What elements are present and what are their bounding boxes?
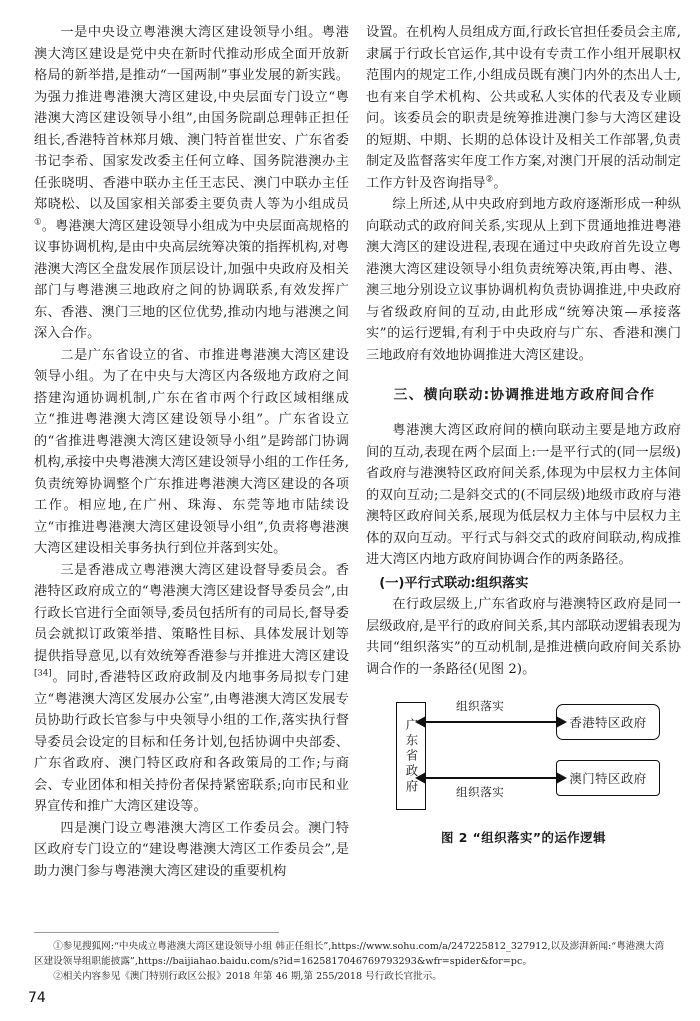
arrow-head-right-icon bbox=[556, 772, 567, 784]
footnote-reference-2[interactable]: ② bbox=[485, 174, 494, 185]
page-number: 74 bbox=[28, 990, 46, 1006]
diagram-arrow-top bbox=[426, 721, 556, 723]
figure-diagram bbox=[378, 696, 678, 814]
diagram-node-guangdong: 广东省政府 bbox=[396, 702, 426, 810]
left-column bbox=[34, 0, 349, 925]
paragraph-text: 一是中央设立粤港澳大湾区建设领导小组。粤港澳大湾区建设是党中央在新时代推动形成全面开放新格局的新举措,是推动“一国两制”事业发展的新实践。为强力推进粤港澳大湾区建设,中央层面专门设立“粤港澳大湾区建设领导小组”,由国务院副总理韩正担任组长,香港特首林郑月娥、澳门特首崔世安、广东省委书记李希、国家发改委主任何立峰、国务院港澳办主任张晓明、香港中联办主任王志民、澳门中联办主任郑晓松、以及国家相关部委主要负责人等为小组成员 bbox=[34, 25, 349, 212]
footnote-item: ①参见搜狐网:“中央成立粤港澳大湾区建设领导小组 韩正任组长”,https://www.sohu.com/a/247225812_327912,以及澎湃新闻:“粤港澳大湾区建设领导组职能披露”,https://baijiahao.baidu.com/s?id=1625817046769793293&wfr=spider&for=pc。 bbox=[34, 941, 665, 967]
footnote-separator-rule bbox=[34, 932, 279, 933]
diagram-edge-label-bottom: 组织落实 bbox=[456, 785, 505, 799]
paragraph: 综上所述,从中央政府到地方政府逐渐形成一种纵向联动式的政府间关系,实现从上到下贯通地推进粤港澳大湾区的建设进程,表现在通过中央政府首先设立粤港澳大湾区建设领导小组负责统筹决策,再由粤、港、澳三地分别设立议事协调机构负责协调推进,中央政府与省级政府间的互动,由此形成“统筹决策—承接落实”的运行逻辑,有利于中央政府与广东、香港和澳门三地政府有效地协调推进大湾区建设。 bbox=[366, 197, 681, 363]
arrow-head-right-icon bbox=[556, 716, 567, 728]
figure-2 bbox=[366, 696, 681, 846]
right-column bbox=[366, 0, 681, 925]
diagram-node-hongkong: 香港特区政府 bbox=[556, 704, 660, 740]
figure-caption: 图 2 “组织落实”的运作逻辑 bbox=[441, 830, 606, 845]
paragraph-text-cont: 粤港澳大湾区建设领导小组成为中央层面高规格的议事协调机构,是由中央高层统筹决策的指挥机构,对粤港澳大湾区全盘发展作顶层设计,加强中央政府及相关部门与粤港澳三地政府之间的协调联系,有效发挥广东、香港、澳门三地的区位优势,推动内地与港澳之间深入合作。 bbox=[34, 218, 349, 341]
diagram-arrow-bottom bbox=[426, 777, 556, 779]
paragraph: 四是澳门设立粤港澳大湾区工作委员会。澳门特区政府专门设立的“建设粤港澳大湾区工作委员会”,是助力澳门参与粤港澳大湾区建设的重要机构 bbox=[34, 820, 349, 879]
paragraph-text: 三是香港成立粤港澳大湾区建设督导委员会。香港特区政府成立的“粤港澳大湾区建设督导委员会”,由行政长官进行全面领导,委员包括所有的司局长,督导委员会就拟订政策举措、策略性目标、具体发展计划等提供指导意见,以有效统筹香港参与并推进大湾区建设 bbox=[34, 562, 349, 664]
paragraph: 三是香港成立粤港澳大湾区建设督导委员会。香港特区政府成立的“粤港澳大湾区建设督导委员会”,由行政长官进行全面领导,委员包括所有的司局长,督导委员会就拟订政策举措、策略性目标、具体发展计划等提供指导意见,以有效统筹香港参与并推进大湾区建设[34]。同时,香港特区政府政制及内地事务局拟专门建立“粤港澳大湾区发展办公室”,由粤港澳大湾区发展专员协助行政长官参与中央领导小组的工作,落实执行督导委员会设定的目标和任务计划,包括协调中央部委、广东省政府、澳门特区政府和各政策局的工作;与商会、专业团体和相关持份者保持紧密联系;向市民和业界宣传和推广大湾区建设等。 bbox=[34, 562, 349, 814]
paragraph: 设置。在机构人员组成方面,行政长官担任委员会主席,隶属于行政长官运作,其中设有专责工作小组开展职权范围内的规定工作,小组成员既有澳门内外的杰出人士,也有来自学术机构、公共或私人实体的代表及专业顾问。该委员会的职责是统筹推进澳门参与大湾区建设的短期、中期、长期的总体设计及相关工作部署,负责制定及监督落实年度工作方案,对澳门开展的活动制定工作方针及咨询指导②。 bbox=[366, 25, 681, 191]
citation-reference-34[interactable]: [34] bbox=[34, 668, 52, 679]
arrow-head-left-icon bbox=[415, 772, 426, 784]
section-heading: 三、横向联动:协调推进地方政府间合作 bbox=[393, 387, 656, 403]
arrow-head-left-icon bbox=[415, 716, 426, 728]
footnote-item: ②相关内容参见《澳门特别行政区公报》2018 年第 46 期,第 255/2018 号行政长官批示。 bbox=[53, 971, 442, 982]
paragraph: 在行政层级上,广东省政府与港澳特区政府是同一层级政府,是平行的政府间关系,其内部联动逻辑表现为共同“组织落实”的互动机制,是推进横向政府间关系协调合作的一条路径(见图 2)。 bbox=[366, 597, 681, 677]
diagram-node-macao: 澳门特区政府 bbox=[556, 760, 660, 796]
paragraph: 二是广东省设立的省、市推进粤港澳大湾区建设领导小组。为了在中央与大湾区内各级地方政府之间搭建沟通协调机制,广东在省市两个行政区域相继成立“推进粤港澳大湾区建设领导小组”。广东省设立的“省推进粤港澳大湾区建设领导小组”是跨部门协调机构,承接中央粤港澳大湾区建设领导小组的工作任务,负责统筹协调整个广东推进粤港澳大湾区建设的各项工作。相应地,在广州、珠海、东莞等地市陆续设立“市推进粤港澳大湾区建设领导小组”,负责将粤港澳大湾区建设相关事务执行到位并落到实处。 bbox=[34, 347, 349, 556]
paragraph-text: 设置。在机构人员组成方面,行政长官担任委员会主席,隶属于行政长官运作,其中设有专责工作小组开展职权范围内的规定工作,小组成员既有澳门内外的杰出人士,也有来自学术机构、公共或私人实体的代表及专业顾问。该委员会的职责是统筹推进澳门参与大湾区建设的短期、中期、长期的总体设计及相关工作部署,负责制定及监督落实年度工作方案,对澳门开展的活动制定工作方针及咨询指导 bbox=[366, 25, 681, 191]
diagram-edge-label-top: 组织落实 bbox=[456, 699, 505, 713]
subsection-heading: (一)平行式联动:组织落实 bbox=[379, 575, 529, 591]
paragraph-text-cont: 同时,香港特区政府政制及内地事务局拟专门建立“粤港澳大湾区发展办公室”,由粤港澳大湾区发展专员协助行政长官参与中央领导小组的工作,落实执行督导委员会设定的目标和任务计划,包括协调中央部委、广东省政府、澳门特区政府和各政策局的工作;与商会、专业团体和相关持份者保持紧密联系;向市民和业界宣传和推广大湾区建设等。 bbox=[34, 670, 349, 814]
footnote-reference-1[interactable]: ① bbox=[34, 217, 42, 228]
paragraph: 粤港澳大湾区政府间的横向联动主要是地方政府间的互动,表现在两个层面上:一是平行式的(同一层级)省政府与港澳特区政府间关系,体现为中层权力主体间的双向互动;二是斜交式的(不同层级)地级市政府与港澳特区政府间关系,展现为低层权力主体与中层权力主体的双向互动。平行式与斜交式的政府间联动,构成推进大湾区内地方政府间协调合作的两条路径。 bbox=[366, 423, 681, 567]
footnotes-section bbox=[34, 932, 668, 986]
paragraph: 一是中央设立粤港澳大湾区建设领导小组。粤港澳大湾区建设是党中央在新时代推动形成全面开放新格局的新举措,是推动“一国两制”事业发展的新实践。为强力推进粤港澳大湾区建设,中央层面专门设立“粤港澳大湾区建设领导小组”,由国务院副总理韩正担任组长,香港特首林郑月娥、澳门特首崔世安、广东省委书记李希、国家发改委主任何立峰、国务院港澳办主任张晓明、香港中联办主任王志民、澳门中联办主任郑晓松、以及国家相关部委主要负责人等为小组成员①。粤港澳大湾区建设领导小组成为中央层面高规格的议事协调机构,是由中央高层统筹决策的指挥机构,对粤港澳大湾区全盘发展作顶层设计,加强中央政府及相关部门与粤港澳三地政府之间的协调联系,有效发挥广东、香港、澳门三地的区位优势,推动内地与港澳之间深入合作。 bbox=[34, 25, 349, 341]
